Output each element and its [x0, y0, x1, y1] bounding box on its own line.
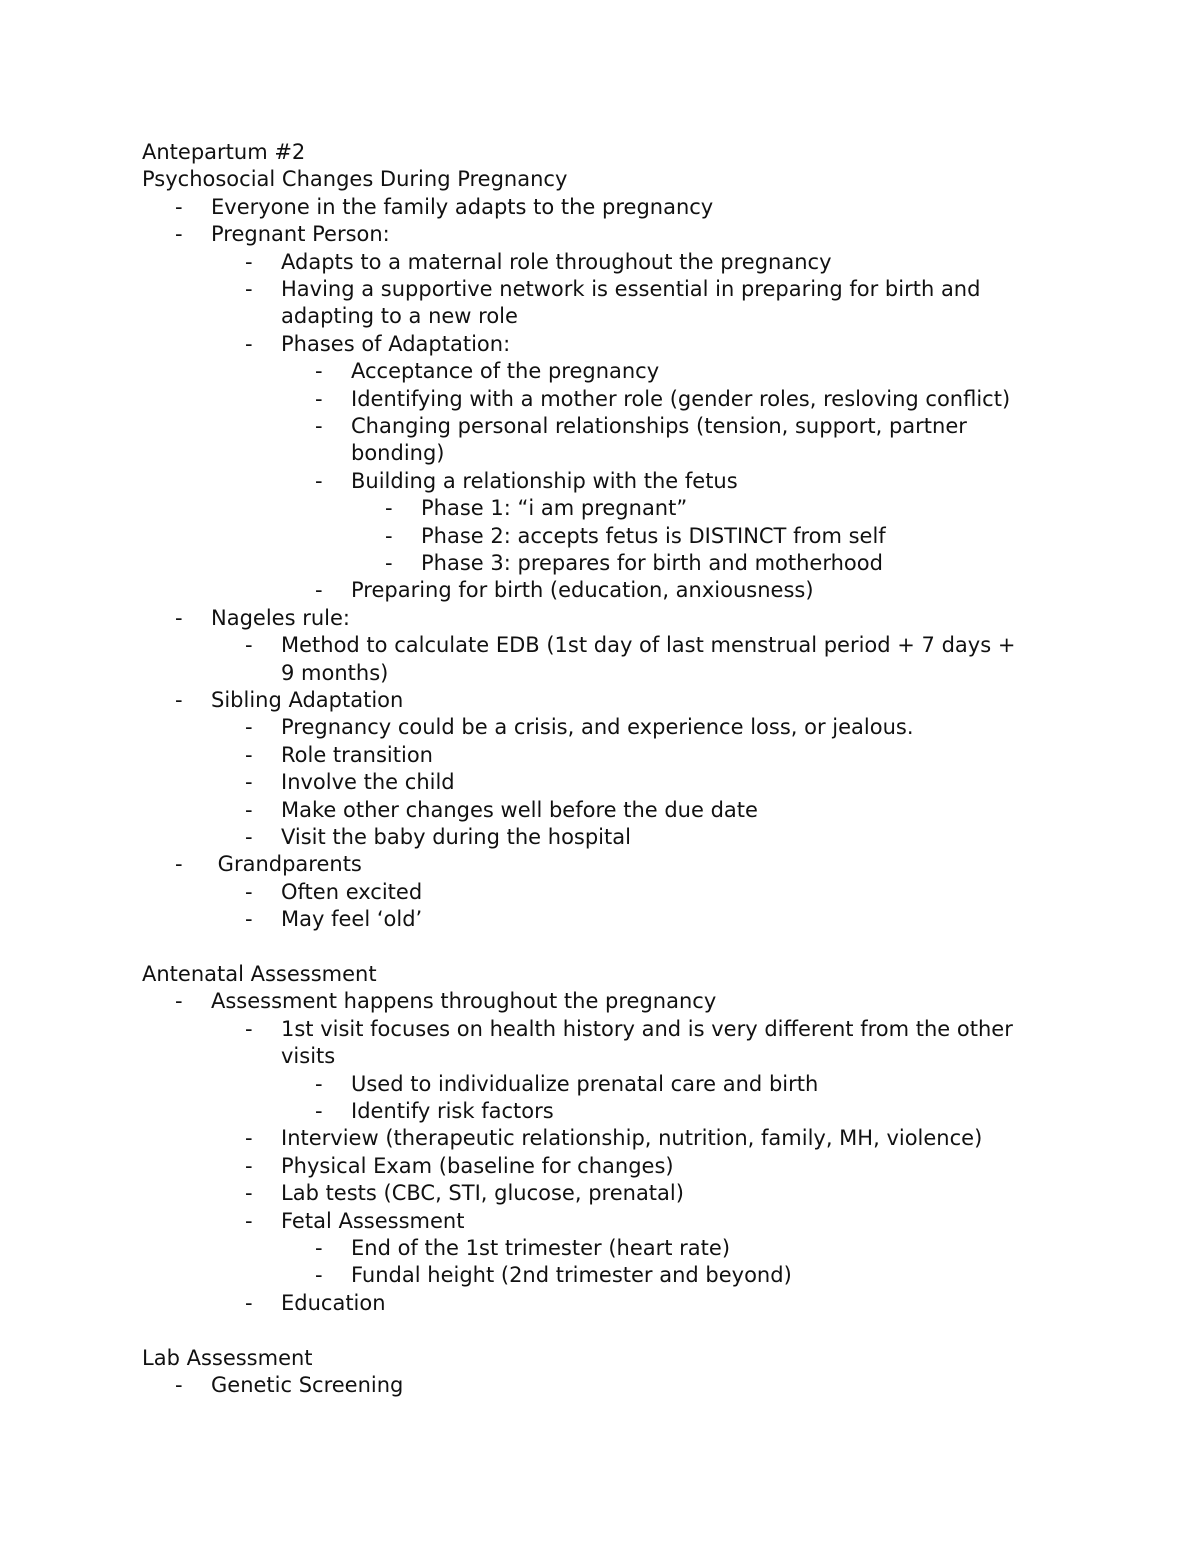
line-text: Phase 2: accepts fetus is DISTINCT from self [421, 523, 886, 548]
bullet-dash: - [245, 1126, 253, 1151]
outline-item [245, 275, 980, 303]
bullet-dash: - [175, 605, 183, 630]
bullet-dash: - [245, 331, 253, 356]
line-text: Genetic Screening [211, 1373, 404, 1397]
outline-item [315, 412, 967, 440]
line-text: Make other changes well before the due date [281, 797, 758, 822]
outline-item [175, 604, 350, 632]
line-text: bonding) [351, 441, 445, 466]
outline-item [385, 494, 687, 522]
outline-item [245, 1152, 674, 1180]
bullet-dash: - [315, 359, 323, 384]
line-text: Adapts to a maternal role throughout the pregnancy [281, 249, 832, 274]
outline-item [245, 631, 1015, 659]
bullet-dash: - [315, 1099, 323, 1123]
bullet-dash: - [245, 277, 253, 301]
outline-item [245, 659, 388, 687]
bullet-dash: - [245, 907, 253, 932]
outline-item [245, 248, 832, 276]
outline-item [245, 302, 518, 330]
bullet-dash: - [315, 1236, 323, 1260]
bullet-dash: - [245, 1016, 253, 1041]
line-text: End of the 1st trimester (heart rate) [351, 1236, 731, 1260]
outline-item [315, 357, 659, 385]
line-text: Pregnancy could be a crisis, and experience loss, or jealous. [281, 715, 914, 740]
section-heading [142, 165, 567, 193]
line-text: Antepartum #2 [142, 140, 306, 164]
bullet-dash: - [315, 1071, 323, 1096]
bullet-dash: - [385, 523, 393, 548]
line-text: May feel ‘old’ [281, 907, 423, 932]
line-text: Everyone in the family adapts to the pregnancy [211, 194, 714, 219]
outline-item [315, 385, 1010, 413]
outline-item [245, 905, 422, 933]
outline-item [315, 467, 738, 495]
line-text: Preparing for birth (education, anxiousness) [351, 578, 814, 603]
outline-item [245, 796, 758, 824]
bullet-dash: - [175, 194, 183, 219]
section-heading [142, 138, 305, 166]
line-text: Interview (therapeutic relationship, nutrition, family, MH, violence) [281, 1126, 983, 1151]
outline-item [245, 713, 914, 741]
outline-item [245, 1289, 386, 1317]
outline-item [245, 1124, 982, 1152]
line-text: Pregnant Person: [211, 222, 390, 247]
line-text: Fetal Assessment [281, 1208, 465, 1233]
outline-item [175, 686, 403, 714]
line-text: visits [281, 1044, 336, 1069]
bullet-dash: - [245, 1153, 253, 1178]
bullet-dash: - [315, 414, 323, 438]
line-text: 9 months) [281, 660, 389, 685]
outline-item [315, 1261, 792, 1289]
bullet-dash: - [245, 249, 253, 274]
bullet-dash: - [245, 633, 253, 658]
bullet-dash: - [245, 770, 253, 795]
line-text: Visit the baby during the hospital [281, 825, 631, 849]
outline-item [245, 741, 433, 769]
bullet-dash: - [175, 852, 183, 877]
line-text: Education [281, 1290, 386, 1315]
outline-item [385, 549, 883, 577]
line-text: Lab tests (CBC, STI, glucose, prenatal) [281, 1181, 684, 1206]
bullet-dash: - [385, 496, 393, 521]
bullet-dash: - [175, 222, 183, 247]
bullet-dash: - [245, 1290, 253, 1315]
line-text: Phases of Adaptation: [281, 331, 511, 356]
bullet-dash: - [315, 468, 323, 493]
line-text: Role transition [281, 742, 433, 767]
line-text: Psychosocial Changes During Pregnancy [142, 167, 568, 192]
line-text: Antenatal Assessment [142, 962, 377, 986]
bullet-dash: - [315, 1263, 323, 1288]
line-text: Assessment happens throughout the pregnancy [211, 989, 717, 1014]
outline-item [315, 576, 814, 604]
bullet-dash: - [245, 742, 253, 767]
outline-item [385, 522, 886, 550]
line-text: Identifying with a mother role (gender roles, resloving conflict) [351, 386, 1011, 411]
line-text: 1st visit focuses on health history and is very different from the other [281, 1016, 1013, 1041]
bullet-dash: - [245, 825, 253, 849]
outline-item [175, 850, 362, 878]
outline-item [315, 1097, 554, 1125]
outline-item [245, 1179, 684, 1207]
outline-item [315, 1234, 730, 1262]
line-text: Lab Assessment [142, 1345, 313, 1370]
line-text: adapting to a new role [281, 304, 518, 329]
line-text: Changing personal relationships (tension, support, partner [351, 414, 967, 438]
line-text: Involve the child [281, 770, 455, 795]
line-text: Often excited [281, 879, 423, 904]
bullet-dash: - [175, 688, 183, 712]
bullet-dash: - [315, 578, 323, 603]
line-text: Having a supportive network is essential in preparing for birth and [281, 277, 981, 301]
bullet-dash: - [315, 386, 323, 411]
line-text: Grandparents [211, 852, 362, 877]
line-text: Phase 1: “i am pregnant” [421, 496, 688, 521]
outline-item [245, 1015, 1013, 1043]
outline-item [245, 1207, 464, 1235]
bullet-dash: - [245, 1181, 253, 1206]
outline-item [245, 823, 631, 851]
line-text: Phase 3: prepares for birth and motherhood [421, 551, 883, 575]
line-text: Nageles rule: [211, 605, 350, 630]
bullet-dash: - [175, 1373, 183, 1397]
bullet-dash: - [245, 797, 253, 822]
outline-item [175, 193, 713, 221]
bullet-dash: - [385, 551, 393, 575]
line-text: Sibling Adaptation [211, 688, 404, 712]
line-text: Used to individualize prenatal care and birth [351, 1071, 819, 1096]
section-heading [142, 1344, 313, 1372]
line-text: Method to calculate EDB (1st day of last menstrual period + 7 days + [281, 633, 1016, 658]
outline-item [245, 1042, 335, 1070]
bullet-dash: - [245, 715, 253, 740]
outline-item [315, 439, 445, 467]
outline-item [175, 220, 390, 248]
bullet-dash: - [175, 989, 183, 1014]
line-text: Fundal height (2nd trimester and beyond) [351, 1263, 792, 1288]
outline-item [175, 987, 716, 1015]
outline-item [315, 1070, 818, 1098]
bullet-dash: - [245, 879, 253, 904]
line-text: Building a relationship with the fetus [351, 468, 738, 493]
line-text: Physical Exam (baseline for changes) [281, 1153, 674, 1178]
outline-item [245, 768, 455, 796]
bullet-dash: - [245, 1208, 253, 1233]
section-heading [142, 960, 377, 988]
outline-item [175, 1371, 403, 1399]
outline-item [245, 330, 510, 358]
line-text: Acceptance of the pregnancy [351, 359, 660, 384]
line-text: Identify risk factors [351, 1099, 554, 1123]
outline-item [245, 878, 422, 906]
